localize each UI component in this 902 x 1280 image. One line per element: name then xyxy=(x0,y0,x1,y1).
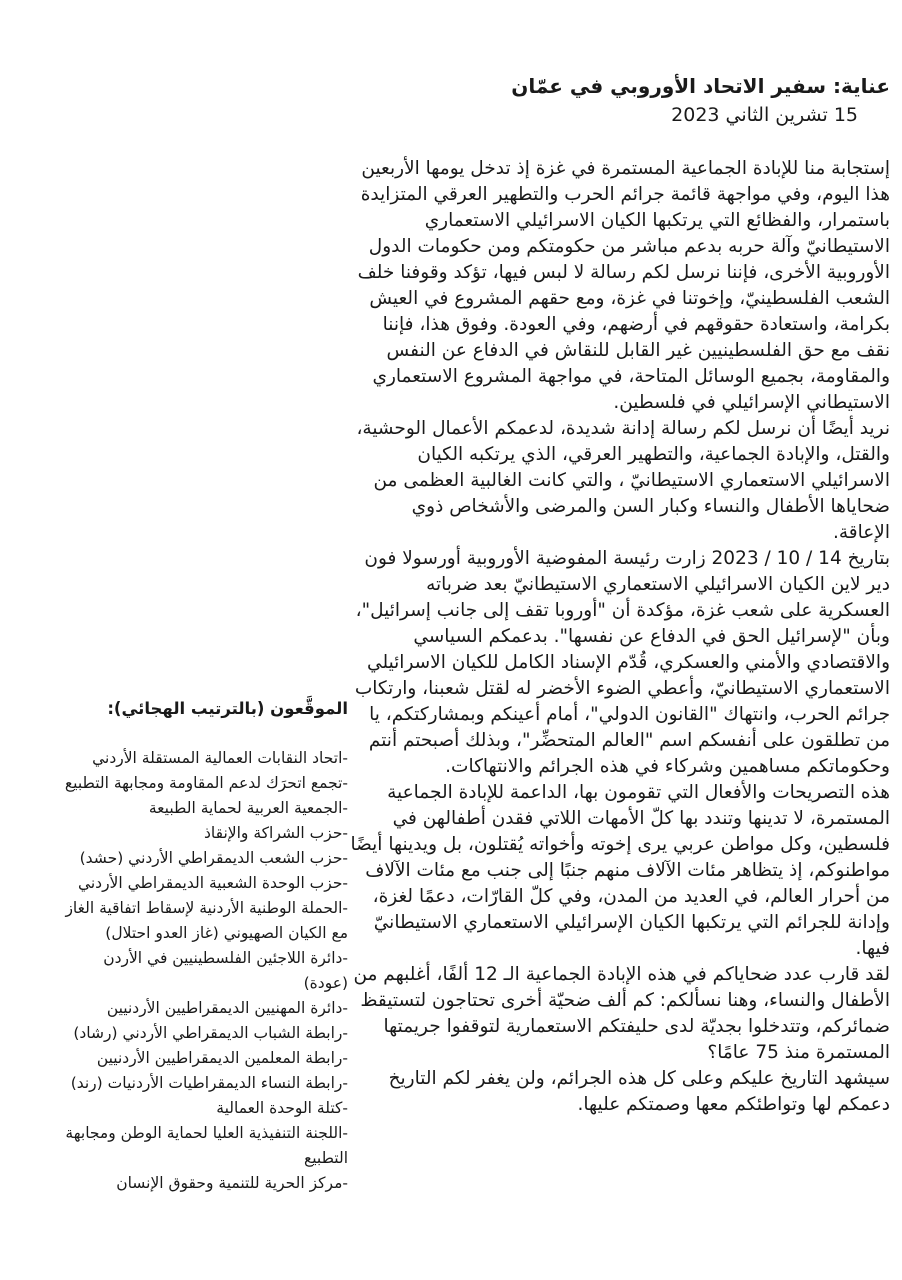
attention-line: عناية: سفير الاتحاد الأوروبي في عمّان xyxy=(511,74,890,98)
signatory-item: -الجمعية العربية لحماية الطبيعة xyxy=(148,799,348,817)
signatory-item: -تجمع اتحرَك لدعم المقاومة ومجابهة التطبيع xyxy=(64,774,348,792)
signatory-item: -الحملة الوطنية الأردنية لإسقاط اتفاقية الغاز مع الكيان الصهيوني (غاز العدو احتلال) xyxy=(65,899,348,942)
signatory-item: -دائرة اللاجئين الفلسطينيين في الأردن (عودة) xyxy=(103,949,348,992)
signatory-item: -دائرة المهنيين الديمقراطيين الأردنيين xyxy=(106,999,348,1017)
signatories-section xyxy=(58,696,348,1196)
body-paragraph: إستجابة منا للإبادة الجماعية المستمرة في غزة إذ تدخل يومها الأربعين هذا اليوم، وفي مواجهة قائمة جرائم الحرب والتطهير العرقي المتزايدة باستمرار، والفظائع التي يرتكبها الكيان الاسرائيلي الاستعماري الاستيطانيّ وآلة حربه بدعم مباشر من حكومتكم ومن حكومات الدول الأوروبية الأخرى، فإننا نرسل لكم رسالة لا لبس فيها، تؤكد وقوفنا خلف الشعب الفلسطينيّ، وإخوتنا في غزة، ومع حقهم المشروع في العيش بكرامة، واستعادة حقوقهم في أرضهم، وفي العودة. وفوق هذا، فإننا نقف مع حق الفلسطينيين غير القابل للنقاش في الدفاع عن النفس والمقاومة، بجميع الوسائل المتاحة، في مواجهة المشروع الاستعماري الاستيطاني الإسرائيلي في فلسطين. xyxy=(357,158,890,413)
body-paragraph: نريد أيضًا أن نرسل لكم رسالة إدانة شديدة، لدعمكم الأعمال الوحشية، والقتل، والإبادة الجماعية، والتطهير العرقي، الذي يرتكبه الكيان الاسرائيلي الاستعماري الاستيطانيّ ، والتي كانت الغالبية العظمى من ضحاياها الأطفال والنساء وكبار السن والمرضى والأشخاص ذوي الإعاقة. xyxy=(356,418,890,543)
signatory-item: -اتحاد النقابات العمالية المستقلة الأردني xyxy=(92,749,348,767)
body-paragraph: لقد قارب عدد ضحاياكم في هذه الإبادة الجماعية الـ 12 ألفًا، أغلبهم من الأطفال والنساء، وهنا نسألكم: كم ألف ضحيّة أخرى تحتاجون لتستيقظ ضمائركم، وتتدخلوا بجديّة لدى حليفتكم الاستعمارية لتوقفوا جريمتها المستمرة منذ 75 عامًا؟ xyxy=(353,964,890,1063)
body-paragraph: بتاريخ 14 / 10 / 2023 زارت رئيسة المفوضية الأوروبية أورسولا فون دير لاين الكيان الاسرائيلي الاستعماري الاستيطانيّ بعد ضرباته العسكرية على شعب غزة، مؤكدة أن "أوروبا تقف إلى جانب إسرائيل"، وبأن "لإسرائيل الحق في الدفاع عن نفسها". بدعمكم السياسي والاقتصادي والأمني والعسكري، قُدّم الإسناد الكامل للكيان الاسرائيلي الاستعماري الاستيطانيّ، وأعطي الضوء الأخضر له لقتل شعبنا، وارتكاب جرائم الحرب، وانتهاك "القانون الدولي"، أمام أعينكم وبمشاركتكم، يا من تطلقون على أنفسكم اسم "العالم المتحضِّر"، وبذلك أصبحتم أنتم وحكوماتكم مساهمين وشركاء في هذه الجرائم والانتهاكات. xyxy=(354,548,890,777)
letter-header xyxy=(330,72,890,129)
signatory-item: -اللجنة التنفيذية العليا لحماية الوطن ومجابهة التطبيع xyxy=(65,1124,348,1167)
signatory-item: -حزب الشراكة والإنقاذ xyxy=(204,824,348,842)
signatory-item: -حزب الشعب الديمقراطي الأردني (حشد) xyxy=(79,849,348,867)
signatory-item: -رابطة النساء الديمقراطيات الأردنيات (رند) xyxy=(70,1074,348,1092)
date-line: 15 تشرين الثاني 2023 xyxy=(671,104,858,126)
body-paragraph: هذه التصريحات والأفعال التي تقومون بها، الداعمة للإبادة الجماعية المستمرة، لا تدينها وتندد بها كلّ الأمهات اللاتي فقدن أطفالهن في فلسطين، وكل مواطن عربي يرى إخوته وأخواته يُقتلون، بل ويدينها أيضًا مواطنوكم، إذ يتظاهر مئات الآلاف منهم جنبًا إلى جنب مع مئات الآلاف من أحرار العالم، في العديد من المدن، وفي كلّ القارّات، دعمًا لغزة، وإدانة للجرائم التي يرتكبها الكيان الإسرائيلي الاستعماري الاستيطانيّ فيها. xyxy=(350,782,890,959)
signatory-item: -رابطة الشباب الديمقراطي الأردني (رشاد) xyxy=(73,1024,348,1042)
letter-body xyxy=(350,156,890,1118)
signatory-item: -رابطة المعلمين الديمقراطيين الأردنيين xyxy=(96,1049,348,1067)
signatories-heading: الموقَّعون (بالترتيب الهجائي): xyxy=(107,699,348,718)
signatory-item: -مركز الحرية للتنمية وحقوق الإنسان xyxy=(116,1174,348,1192)
body-paragraph: سيشهد التاريخ عليكم وعلى كل هذه الجرائم، ولن يغفر لكم التاريخ دعمكم لها وتواطئكم معها وصمتكم عليها. xyxy=(388,1068,890,1115)
signatory-item: -حزب الوحدة الشعبية الديمقراطي الأردني xyxy=(77,874,348,892)
signatory-item: -كتلة الوحدة العمالية xyxy=(216,1099,348,1117)
